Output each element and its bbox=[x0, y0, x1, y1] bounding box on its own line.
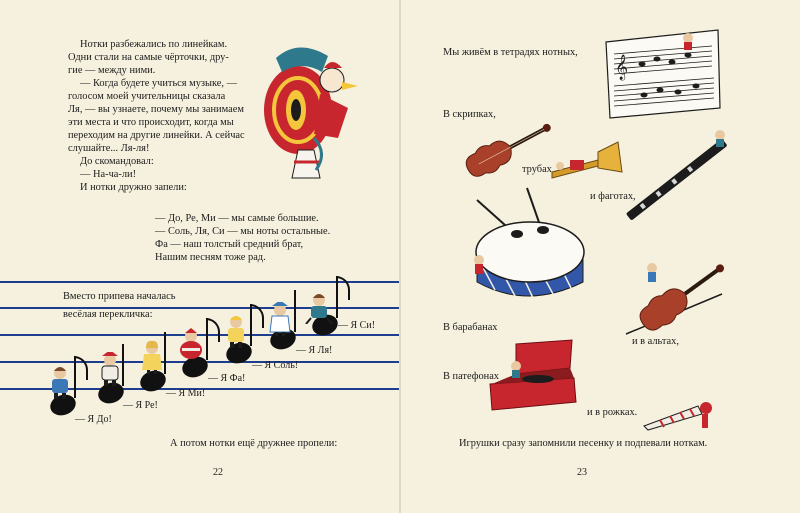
refrain-line-2: весёлая перекличка: bbox=[63, 309, 153, 320]
line-drums: В барабанах bbox=[443, 322, 498, 333]
label-mi: — Я Ми! bbox=[166, 388, 206, 399]
intro-line-4: — Когда будете учиться музыке, — bbox=[80, 78, 238, 89]
song-line-3: Фа — наш толстый средний брат, bbox=[155, 239, 304, 250]
drum-icon bbox=[455, 182, 600, 312]
bassoon-icon bbox=[612, 125, 742, 235]
intro-line-2: Одни стали на самые чёрточки, дру- bbox=[68, 52, 229, 63]
left-bottom-line: А потом нотки ещё дружнее пропели: bbox=[170, 438, 338, 449]
song-line-1: — До, Ре, Ми — мы самые большие. bbox=[155, 213, 319, 224]
song-line-4: Нашим песням тоже рад. bbox=[155, 252, 266, 263]
doll-sol-icon bbox=[222, 314, 250, 348]
note-fa-flag bbox=[206, 318, 220, 342]
line-horns: и в рожках. bbox=[587, 407, 638, 418]
note-si-flag bbox=[336, 276, 350, 300]
music-sheet-icon bbox=[602, 28, 722, 120]
viola-icon bbox=[622, 236, 737, 340]
doll-mi-icon bbox=[138, 340, 166, 374]
line-violas: и в альтах, bbox=[632, 336, 679, 347]
right-bottom-line: Игрушки сразу запомнили песенку и подпевали ноткам. bbox=[459, 438, 708, 449]
gramophone-icon bbox=[486, 338, 581, 414]
doll-si-icon bbox=[304, 292, 334, 324]
intro-line-7: эти места и что происходит, когда мы bbox=[68, 117, 234, 128]
rooster-toy-icon bbox=[258, 38, 370, 188]
line-violins: В скрипках, bbox=[443, 109, 496, 120]
line-notebooks: Мы живём в тетрадях нотных, bbox=[443, 47, 578, 58]
page-number-right: 23 bbox=[577, 467, 587, 478]
refrain-line-1: Вместо припева началась bbox=[63, 291, 176, 302]
intro-line-5: голосом моей учительницы сказала bbox=[68, 91, 226, 102]
intro-line-6: Ля, — вы узнаете, почему мы занимаем bbox=[68, 104, 244, 115]
song-line-2: — Соль, Ля, Си — мы ноты остальные. bbox=[155, 226, 331, 237]
doll-fa-icon bbox=[176, 328, 206, 362]
label-si: — Я Си! bbox=[338, 320, 376, 331]
line-gramophones: В патефонах bbox=[443, 371, 500, 382]
note-la-stem bbox=[294, 290, 296, 332]
staff-line-2 bbox=[0, 307, 399, 309]
line-bassoons: и фаготах, bbox=[590, 191, 636, 202]
intro-line-8: переходим на другие линейки. А сейчас bbox=[68, 130, 245, 141]
page-gutter bbox=[399, 0, 401, 513]
label-re: — Я Ре! bbox=[123, 400, 158, 411]
label-fa: — Я Фа! bbox=[208, 373, 246, 384]
label-sol: — Я Соль! bbox=[252, 360, 299, 371]
intro-line-11: — На-ча-ли! bbox=[80, 169, 137, 180]
note-do-flag bbox=[74, 356, 88, 380]
doll-do-icon bbox=[46, 365, 74, 399]
label-la: — Я Ля! bbox=[296, 345, 333, 356]
intro-line-10: До скомандовал: bbox=[80, 156, 154, 167]
doll-la-icon bbox=[266, 302, 294, 336]
line-trumpets: трубах bbox=[522, 164, 552, 175]
intro-line-3: гие — между ними. bbox=[68, 65, 156, 76]
label-do: — Я До! bbox=[75, 414, 112, 425]
intro-line-9: слушайте... Ля-ля! bbox=[68, 143, 150, 154]
doll-re-icon bbox=[96, 352, 124, 386]
intro-line-12: И нотки дружно запели: bbox=[80, 182, 187, 193]
page-number-left: 22 bbox=[213, 467, 223, 478]
svg-text:𝄞: 𝄞 bbox=[615, 55, 629, 80]
horn-icon bbox=[640, 396, 718, 432]
intro-line-1: Нотки разбежались по линейкам. bbox=[80, 39, 228, 50]
